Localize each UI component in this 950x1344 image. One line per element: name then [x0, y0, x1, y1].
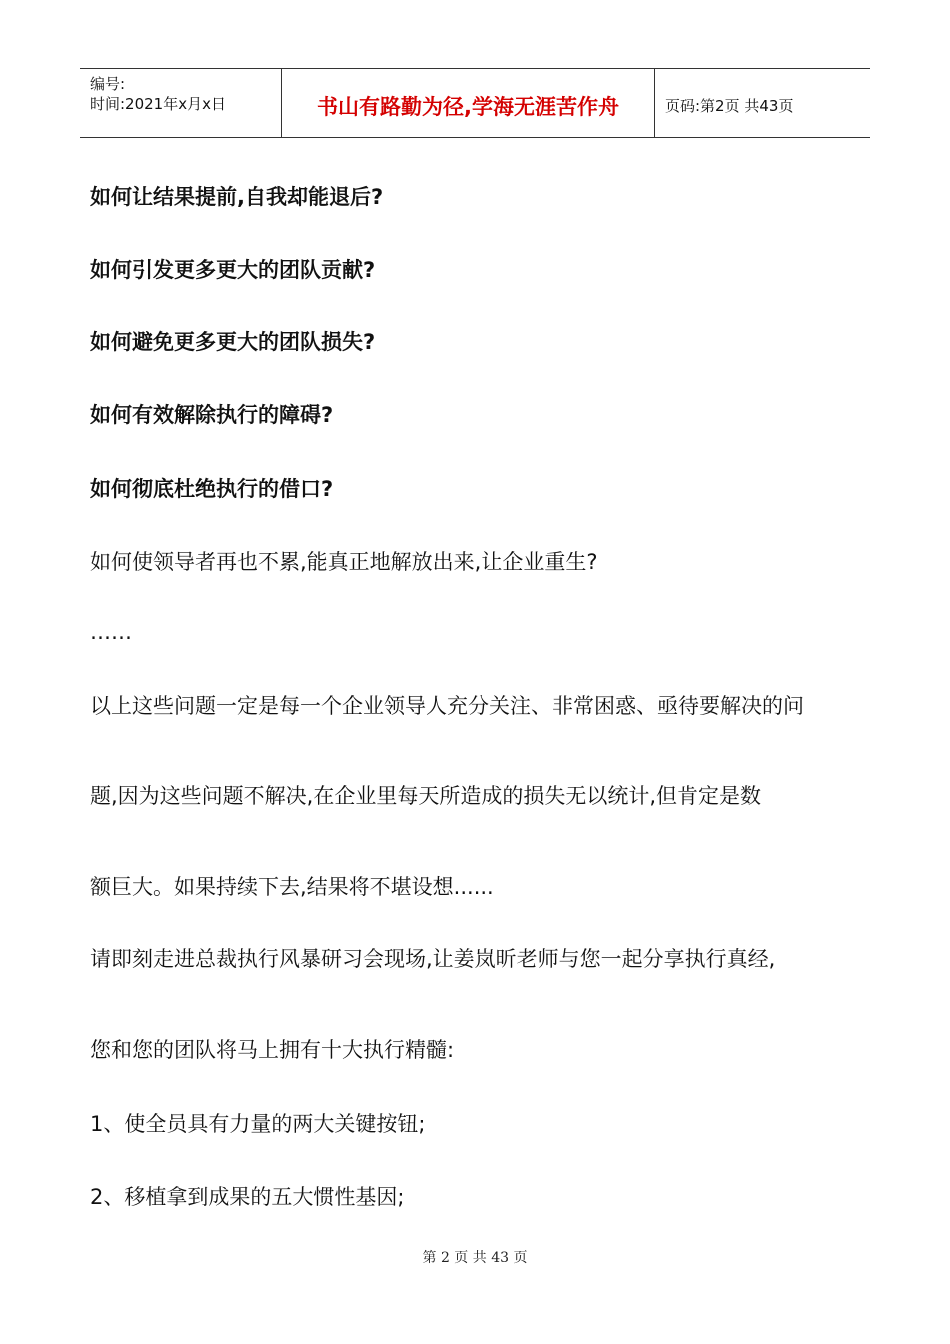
page-header: [80, 68, 870, 138]
question-1: 如何让结果提前,自我却能退后?: [90, 185, 384, 209]
question-2: 如何引发更多更大的团队贡献?: [90, 258, 376, 282]
page-footer: 第 2 页 共 43 页: [422, 1250, 528, 1266]
list-item-2: 2、移植拿到成果的五大惯性基因;: [90, 1185, 405, 1209]
header-left-cell: [80, 69, 282, 137]
list-item-1: 1、使全员具有力量的两大关键按钮;: [90, 1112, 426, 1136]
question-3: 如何避免更多更大的团队损失?: [90, 330, 376, 354]
document-number-label: 编号:: [90, 75, 126, 93]
ellipsis-line: ……: [90, 620, 132, 644]
question-5: 如何彻底杜绝执行的借口?: [90, 477, 334, 501]
body-line-2: 以上这些问题一定是每一个企业领导人充分关注、非常困惑、亟待要解决的问: [90, 694, 804, 718]
header-motto: 书山有路勤为径,学海无涯苦作舟: [317, 95, 619, 119]
body-line-4: 额巨大。如果持续下去,结果将不堪设想......: [90, 875, 494, 899]
body-line-5: 请即刻走进总裁执行风暴研习会现场,让姜岚昕老师与您一起分享执行真经,: [90, 947, 776, 971]
header-motto-cell: [282, 69, 655, 137]
body-line-1: 如何使领导者再也不累,能真正地解放出来,让企业重生?: [90, 550, 598, 574]
document-date-label: 时间:2021年x月x日: [90, 95, 226, 113]
header-page-info: 页码:第2页 共43页: [665, 97, 794, 115]
header-page-cell: [655, 69, 870, 137]
body-line-6: 您和您的团队将马上拥有十大执行精髓:: [90, 1038, 455, 1062]
question-4: 如何有效解除执行的障碍?: [90, 403, 334, 427]
body-line-3: 题,因为这些问题不解决,在企业里每天所造成的损失无以统计,但肯定是数: [90, 784, 762, 808]
